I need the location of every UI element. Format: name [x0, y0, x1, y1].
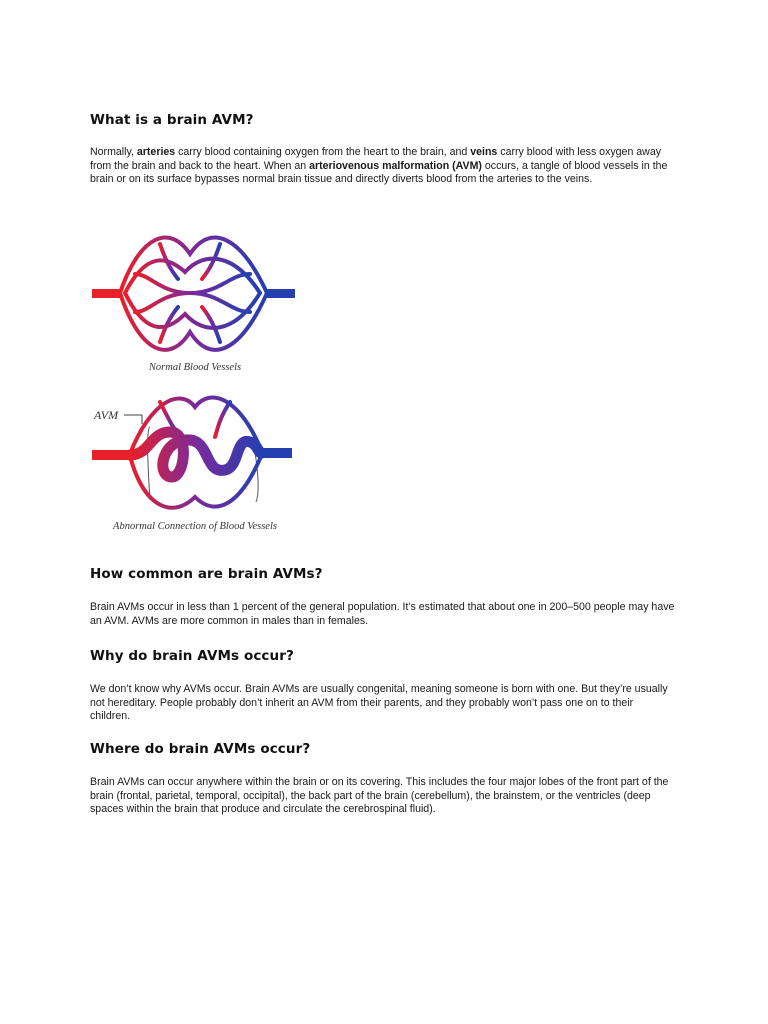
- paragraph-how-common: Brain AVMs occur in less than 1 percent of the general population. It’s estimated that about one in 200–500 people may have an AVM. AVMs are more common in males than in females.: [90, 601, 675, 627]
- heading-how-common: How common are brain AVMs?: [90, 566, 323, 582]
- normal-vessels-diagram: [90, 214, 300, 354]
- avm-label: AVM: [94, 408, 119, 422]
- normal-vessels-figure: [90, 214, 300, 374]
- heading-where-occur: Where do brain AVMs occur?: [90, 741, 311, 757]
- avm-caption: Abnormal Connection of Blood Vessels: [113, 521, 277, 532]
- paragraph-where-occur: Brain AVMs can occur anywhere within the brain or on its covering. This includes the four major lobes of the front part of the brain (frontal, parietal, temporal, occipital), the back part of the brain (cerebellum), the brainstem, or the ventricles (deep spaces within the brain that produce and circulate the cerebrospinal fluid).: [90, 776, 669, 816]
- heading-what-is-avm: What is a brain AVM?: [90, 112, 254, 128]
- heading-why-occur: Why do brain AVMs occur?: [90, 648, 294, 664]
- avm-figure: [90, 382, 300, 532]
- avm-diagram: [90, 382, 300, 517]
- paragraph-why-occur: We don’t know why AVMs occur. Brain AVMs are usually congenital, meaning someone is born with one. But they’re usually not hereditary. People probably don’t inherit an AVM from their parents, and they probably won’t pass one on to their children.: [90, 683, 668, 723]
- paragraph-what-is-avm: Normally, arteries carry blood containing oxygen from the heart to the brain, and veins carry blood with less oxygen away from the brain and back to the heart. When an arteriovenous malformation (AVM) occurs, a tangle of blood vessels in the brain or on its surface bypasses normal brain tissue and directly diverts blood from the arteries to the veins.: [90, 146, 668, 186]
- normal-vessels-caption: Normal Blood Vessels: [148, 362, 242, 373]
